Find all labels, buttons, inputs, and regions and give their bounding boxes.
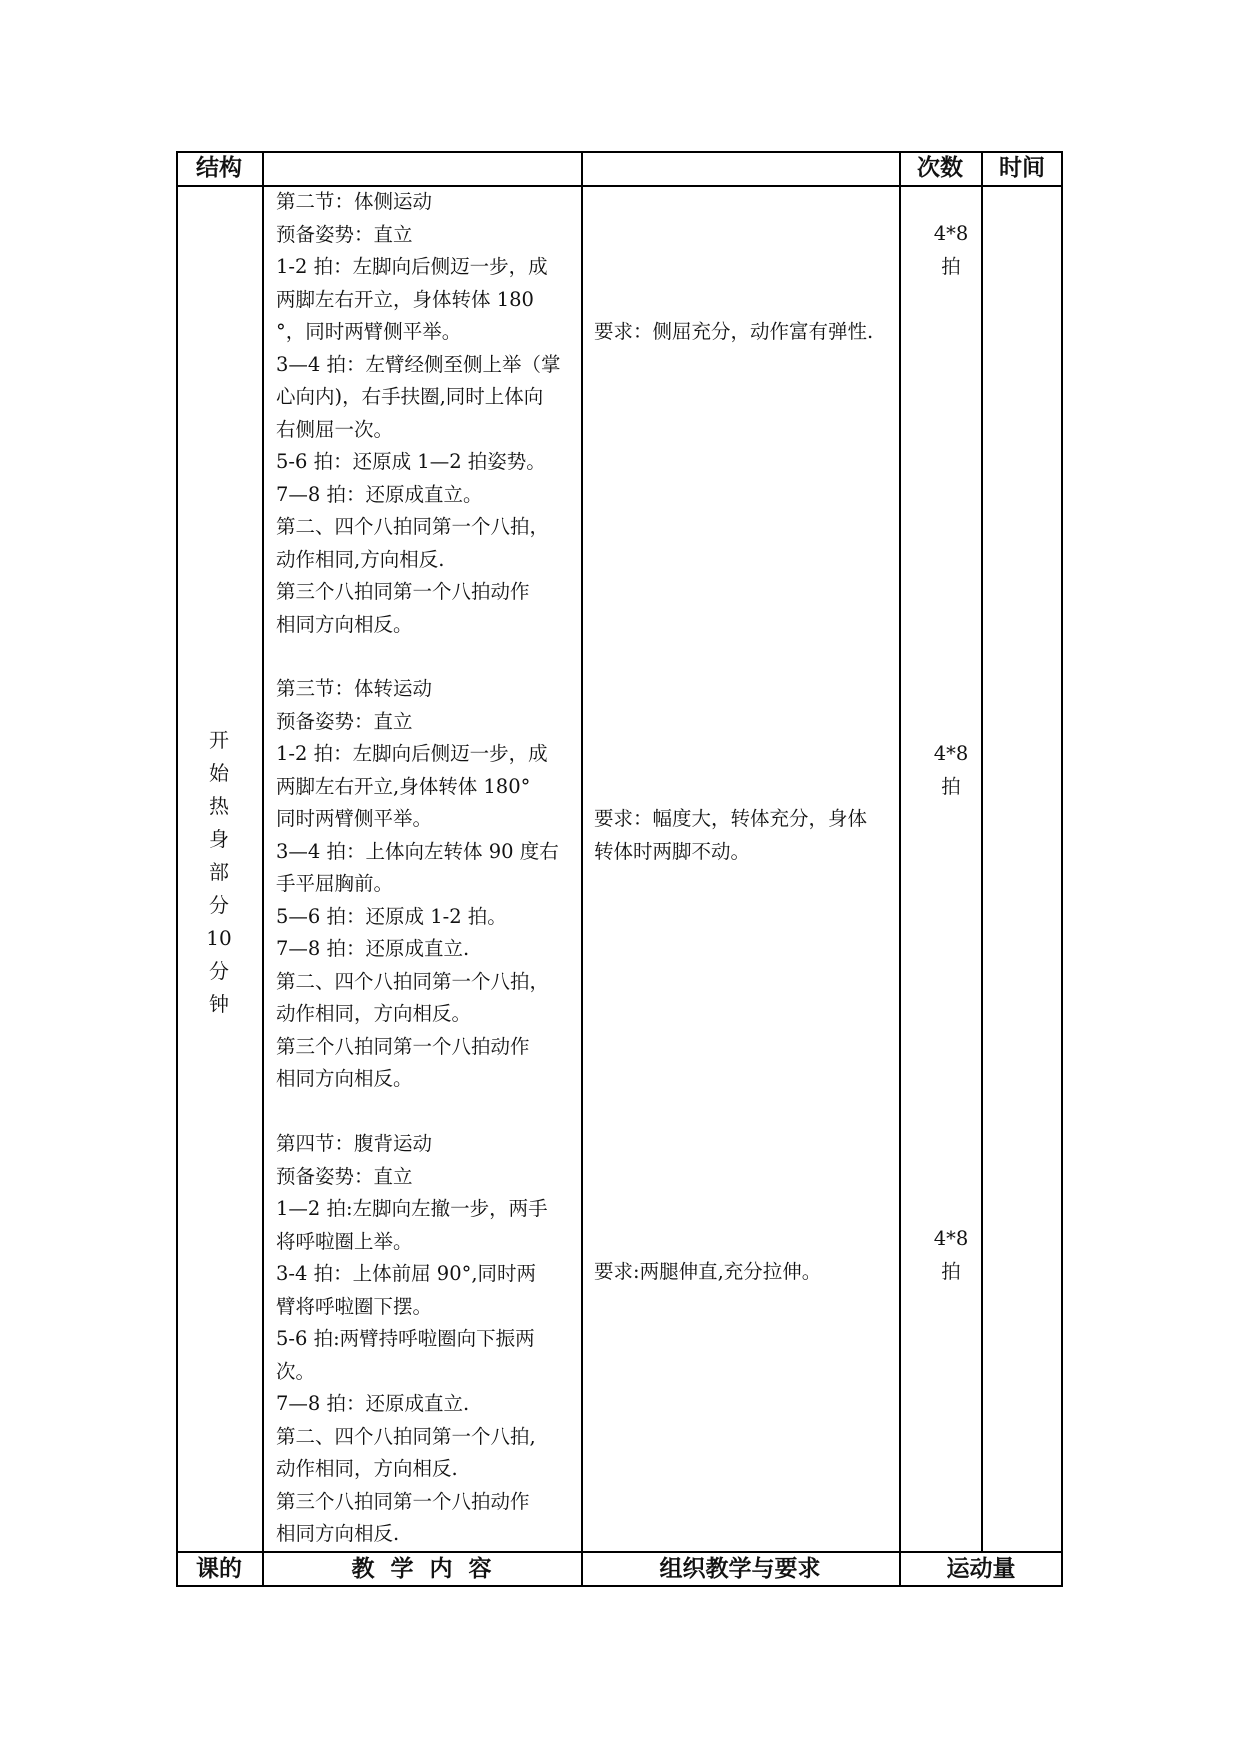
footer-organization: 组织教学与要求 — [659, 1556, 821, 1582]
column-divider-3 — [899, 151, 901, 1587]
footer-teaching-content: 教 学 内 容 — [351, 1556, 492, 1582]
header-count: 次数 — [917, 155, 963, 181]
section-3-count: 4*8 拍 — [933, 742, 969, 798]
section-4-content: 第四节：腹背运动 预备姿势：直立 1—2 拍:左脚向左撤一步，两手 将呼啦圈上举。 3-4 拍：上体前屈 90°,同时两 臂将呼啦圈下摆。 5-6 拍:两臂持呼啦圈向下振两 次。 7—8 拍：还原成直立. 第二、四个八拍同第一个八拍, 动作相同，方向相反. 第三个八拍同第一个八拍动作 相同方向相反. — [276, 1132, 548, 1545]
section-4-count: 4*8 拍 — [933, 1227, 969, 1283]
border-right — [1061, 151, 1063, 1587]
section-3-content: 第三节：体转运动 预备姿势：直立 1-2 拍：左脚向后侧迈一步，成 两脚左右开立,身体转体 180° 同时两臂侧平举。 3—4 拍：上体向左转体 90 度右 手平屈胸前。 5—6 拍：还原成 1-2 拍。 7—8 拍：还原成直立. 第二、四个八拍同第一个八拍， 动作相同，方向相反。 第三个八拍同第一个八拍动作 相同方向相反。 — [276, 677, 559, 1090]
header-structure: 结构 — [196, 155, 242, 181]
footer-lesson: 课的 — [196, 1556, 242, 1582]
section-2-content: 第二节：体侧运动 预备姿势：直立 1-2 拍：左脚向后侧迈一步，成 两脚左右开立，身体转体 180 °，同时两臂侧平举。 3—4 拍：左臂经侧至侧上举（掌 心向内)，右手扶圈,同时上体向 右侧屈一次。 5-6 拍：还原成 1—2 拍姿势。 7—8 拍：还原成直立。 第二、四个八拍同第一个八拍， 动作相同,方向相反. 第三个八拍同第一个八拍动作 相同方向相反。 — [276, 190, 561, 636]
section-label: 开 始 热 身 部 分 10 分 钟 — [206, 728, 232, 1016]
header-time: 时间 — [999, 155, 1045, 181]
section-2-requirement: 要求：侧屈充分，动作富有弹性. — [594, 320, 874, 343]
column-divider-4 — [981, 151, 983, 1551]
lesson-plan-table — [176, 151, 1063, 1587]
column-divider-2 — [581, 151, 583, 1587]
section-3-requirement: 要求：幅度大，转体充分，身体 转体时两脚不动。 — [594, 807, 868, 863]
footer-exercise-load: 运动量 — [946, 1556, 1016, 1582]
section-2-count: 4*8 拍 — [933, 222, 969, 278]
section-4-requirement: 要求:两腿伸直,充分拉伸。 — [594, 1260, 822, 1283]
column-divider-1 — [262, 151, 264, 1587]
